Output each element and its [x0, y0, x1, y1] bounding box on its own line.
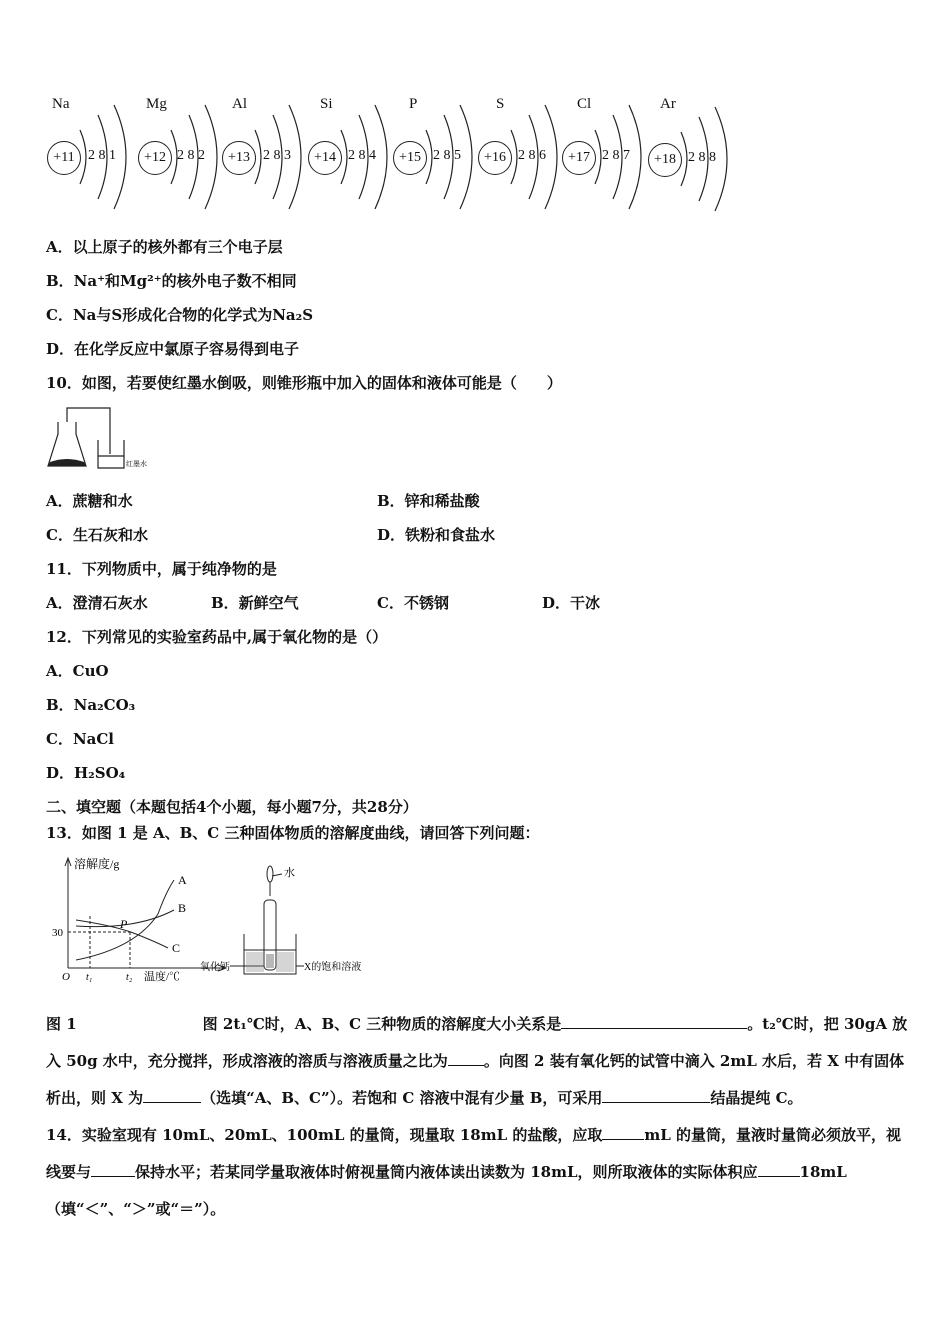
atom-shells: 2 8 1	[88, 148, 116, 163]
y-axis-label: 溶解度/g	[74, 857, 120, 871]
answer-blank-5[interactable]	[602, 1125, 644, 1140]
q11-option-d: D．干冰	[542, 594, 601, 612]
atom-symbol: Al	[232, 96, 247, 112]
q9-option-c: C．Na与S形成化合物的化学式为Na₂S	[46, 306, 314, 324]
q9-option-b: B．Na⁺和Mg²⁺的核外电子数不相同	[46, 272, 297, 290]
point-p-label: P	[120, 917, 128, 931]
answer-blank-4[interactable]	[602, 1088, 710, 1103]
x-tick-t1: t₁	[86, 972, 93, 983]
saturated-solution-label: X的饱和溶液	[304, 962, 362, 973]
atom-shells: 2 8 7	[602, 148, 630, 163]
q14-text-2: mL 的量筒，量液时量筒必须放平，视线要与	[46, 1126, 902, 1181]
section-heading: 二、填空题（本题包括4个小题，每小题7分，共28分）	[46, 798, 418, 816]
q13-paragraph	[46, 1006, 908, 1117]
q14-text-3: 保持水平；若某同学量取液体时俯视量筒内液体读出读数为 18mL，则所取液体的实际体积应	[135, 1163, 758, 1181]
atom-nucleus: +13	[222, 141, 256, 175]
atom-shells: 2 8 6	[518, 148, 546, 163]
q13-text-3: 。向图 2 装有氧化钙的试管中滴入 2mL 水后，若 X 中有固体析出，则 X 为	[46, 1052, 905, 1107]
answer-blank-2[interactable]	[448, 1051, 484, 1066]
q14-text-1: 14．实验室现有 10mL、20mL、100mL 的量筒，现量取 18mL 的盐酸，应取	[46, 1126, 603, 1144]
atom-symbol: P	[409, 96, 418, 112]
q11-option-b: B．新鲜空气	[211, 594, 299, 612]
q10-option-b: B．锌和稀盐酸	[377, 492, 480, 510]
figure-1-caption: 图 1	[46, 1015, 77, 1033]
origin-label: O	[62, 971, 70, 983]
curve-b-label: B	[178, 901, 187, 915]
atom-symbol: Ar	[660, 96, 676, 112]
curve-a-label: A	[178, 873, 187, 887]
atom-symbol: Si	[320, 96, 333, 112]
q10-option-c: C．生石灰和水	[46, 526, 148, 544]
q12-option-d: D．H₂SO₄	[46, 764, 126, 782]
q14-paragraph	[46, 1117, 908, 1228]
y-tick-30: 30	[52, 927, 63, 939]
answer-blank-1[interactable]	[561, 1014, 747, 1029]
q12-option-a: A．CuO	[46, 662, 109, 680]
apparatus-figure	[44, 404, 164, 474]
q11-option-c: C．不锈钢	[377, 594, 449, 612]
q9-option-d: D．在化学反应中氯原子容易得到电子	[46, 340, 300, 358]
atom-symbol: Mg	[146, 96, 167, 112]
answer-blank-3[interactable]	[143, 1088, 201, 1103]
q13-stem: 13．如图 1 是 A、B、C 三种固体物质的溶解度曲线，请回答下列问题：	[46, 824, 540, 842]
q10-stem: 10．如图，若要使红墨水倒吸，则锥形瓶中加入的固体和液体可能是（ ）	[46, 374, 562, 392]
water-label: 水	[284, 867, 295, 879]
q13-text-2: 。t₂℃时，把 30gA 放入 50g 水中，充分搅拌，形成溶液的溶质与溶液质量之比为	[46, 1015, 908, 1070]
q14-text-4: 18mL（填“＜”、“＞”或“＝”）。	[46, 1163, 847, 1218]
q13-text-1: 图 2t₁℃时，A、B、C 三种物质的溶解度大小关系是	[202, 1015, 562, 1033]
atom-symbol: S	[496, 96, 505, 112]
atom-symbol: Cl	[577, 96, 592, 112]
q9-option-a: A．以上原子的核外都有三个电子层	[46, 238, 283, 256]
atom-shells: 2 8 5	[433, 148, 461, 163]
q12-option-c: C．NaCl	[46, 730, 115, 748]
atom-nucleus: +14	[308, 141, 342, 175]
answer-blank-6[interactable]	[91, 1162, 135, 1177]
q12-stem: 12．下列常见的实验室药品中,属于氧化物的是（）	[46, 628, 388, 646]
answer-blank-7[interactable]	[758, 1162, 800, 1177]
atom-symbol: Na	[52, 96, 70, 112]
q13-text-5: 结晶提纯 C。	[710, 1089, 803, 1107]
q12-option-b: B．Na₂CO₃	[46, 696, 136, 714]
q11-stem: 11．下列物质中，属于纯净物的是	[46, 560, 277, 578]
curve-c-label: C	[172, 941, 181, 955]
electron-shell-arcs	[0, 0, 950, 230]
atom-nucleus: +16	[478, 141, 512, 175]
atom-nucleus: +12	[138, 141, 172, 175]
atom-nucleus: +18	[648, 143, 682, 177]
atom-shells: 2 8 3	[263, 148, 291, 163]
calcium-oxide-label: 氧化钙	[200, 962, 230, 973]
x-tick-t2: t₂	[126, 972, 133, 983]
q10-option-d: D．铁粉和食盐水	[377, 526, 496, 544]
atom-shells: 2 8 8	[688, 150, 716, 165]
atom-nucleus: +15	[393, 141, 427, 175]
atom-shells: 2 8 2	[177, 148, 205, 163]
beaker-figure	[200, 862, 370, 982]
atom-shells: 2 8 4	[348, 148, 376, 163]
q10-option-a: A．蔗糖和水	[46, 492, 133, 510]
q11-option-a: A．澄清石灰水	[46, 594, 148, 612]
atom-nucleus: +11	[47, 141, 81, 175]
atom-nucleus: +17	[562, 141, 596, 175]
q13-text-4: （选填“A、B、C”）。若饱和 C 溶液中混有少量 B，可采用	[201, 1089, 603, 1107]
red-ink-label: 红墨水	[126, 460, 147, 468]
x-axis-label: 温度/℃	[144, 971, 181, 983]
